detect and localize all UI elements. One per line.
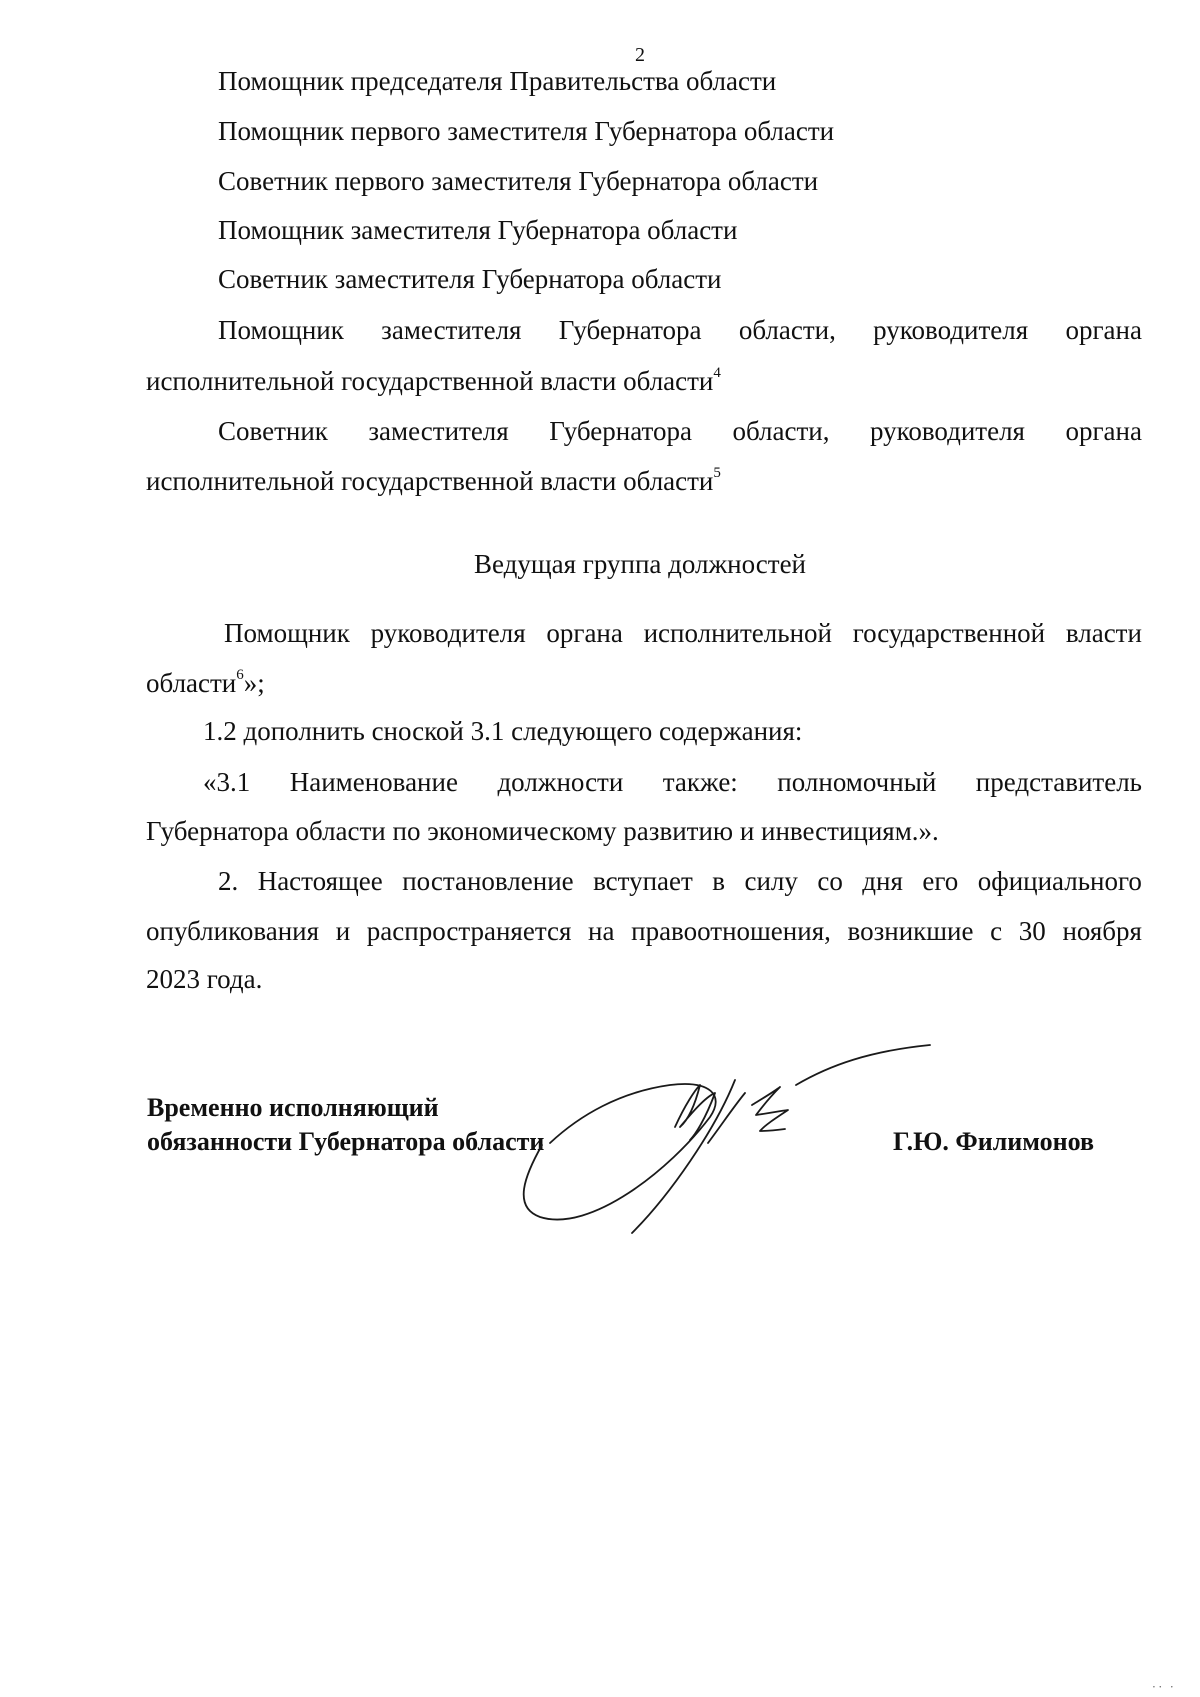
deputy-assistant-line1 xyxy=(218,317,1142,344)
leading-position-line1 xyxy=(224,620,1142,647)
line-text: исполнительной государственной власти области xyxy=(146,366,714,396)
word: Губернатора xyxy=(558,315,702,345)
word: должности xyxy=(497,767,624,797)
word: «3.1 xyxy=(203,767,251,797)
signer-title-line2: обязанности Губернатора области xyxy=(147,1127,545,1156)
position-item: Советник заместителя Губернатора области xyxy=(218,264,722,294)
word: органа xyxy=(546,618,623,648)
word: государственной xyxy=(852,618,1046,648)
page-number: 2 xyxy=(635,44,645,66)
leading-position-line2 xyxy=(146,667,265,698)
word: исполнительной xyxy=(643,618,832,648)
clause-2-line3: 2023 года. xyxy=(146,964,263,994)
word: Помощник xyxy=(218,315,344,345)
word: Настоящее xyxy=(257,866,383,896)
word: области, xyxy=(738,315,836,345)
word: вступает xyxy=(593,866,693,896)
clause-2-line2 xyxy=(146,918,1142,945)
deputy-advisor-line1 xyxy=(218,418,1142,445)
leading-group-heading: Ведущая группа должностей xyxy=(473,549,806,579)
word: 30 xyxy=(1018,916,1046,946)
word: 2. xyxy=(218,866,239,896)
handwritten-signature xyxy=(520,1035,940,1250)
word: органа xyxy=(1065,416,1142,446)
signer-name: Г.Ю. Филимонов xyxy=(893,1127,1095,1156)
word: также: xyxy=(662,767,738,797)
word: заместителя xyxy=(368,416,509,446)
footnote-marker: 4 xyxy=(713,365,721,381)
clause-1-2: 1.2 дополнить сноской 3.1 следующего содержания: xyxy=(203,716,803,746)
word: возникшие xyxy=(847,916,974,946)
word: распространяется xyxy=(366,916,572,946)
position-item: Помощник первого заместителя Губернатора области xyxy=(218,116,835,146)
word: ноября xyxy=(1062,916,1142,946)
clause-2-line1 xyxy=(218,868,1142,895)
line-text: области xyxy=(146,668,237,698)
word: постановление xyxy=(402,866,574,896)
word: Губернатора xyxy=(549,416,692,446)
word: руководителя xyxy=(370,618,526,648)
line-suffix: »; xyxy=(243,668,265,698)
footnote-marker: 5 xyxy=(713,465,721,481)
line-text: исполнительной государственной власти области xyxy=(146,466,714,496)
scan-mark: ·· · xyxy=(1151,1679,1176,1694)
word: заместителя xyxy=(381,315,522,345)
footnote-3-1-line2: Губернатора области по экономическому развитию и инвестициям.». xyxy=(146,816,939,846)
word: в xyxy=(712,866,726,896)
word: и xyxy=(335,916,351,946)
position-item: Помощник председателя Правительства области xyxy=(218,66,777,96)
word: официального xyxy=(977,866,1142,896)
footnote-3-1-line1 xyxy=(203,769,1142,796)
word: силу xyxy=(744,866,798,896)
word: власти xyxy=(1065,618,1142,648)
word: Наименование xyxy=(289,767,458,797)
word: органа xyxy=(1065,315,1142,345)
word: на xyxy=(588,916,615,946)
word: с xyxy=(990,916,1003,946)
word: со xyxy=(817,866,843,896)
word: области, xyxy=(732,416,830,446)
word: опубликования xyxy=(146,916,320,946)
position-item: Помощник заместителя Губернатора области xyxy=(218,215,738,245)
word: руководителя xyxy=(873,315,1029,345)
deputy-advisor-line2 xyxy=(146,465,721,496)
word: представитель xyxy=(975,767,1142,797)
deputy-assistant-line2 xyxy=(146,365,721,396)
word: его xyxy=(922,866,959,896)
word: Советник xyxy=(218,416,328,446)
word: Помощник xyxy=(224,618,350,648)
word: правоотношения, xyxy=(631,916,831,946)
signer-title-line1: Временно исполняющий xyxy=(147,1093,439,1122)
word: полномочный xyxy=(777,767,937,797)
word: руководителя xyxy=(869,416,1025,446)
footnote-marker: 6 xyxy=(236,667,244,683)
position-item: Советник первого заместителя Губернатора области xyxy=(218,166,819,196)
word: дня xyxy=(862,866,903,896)
